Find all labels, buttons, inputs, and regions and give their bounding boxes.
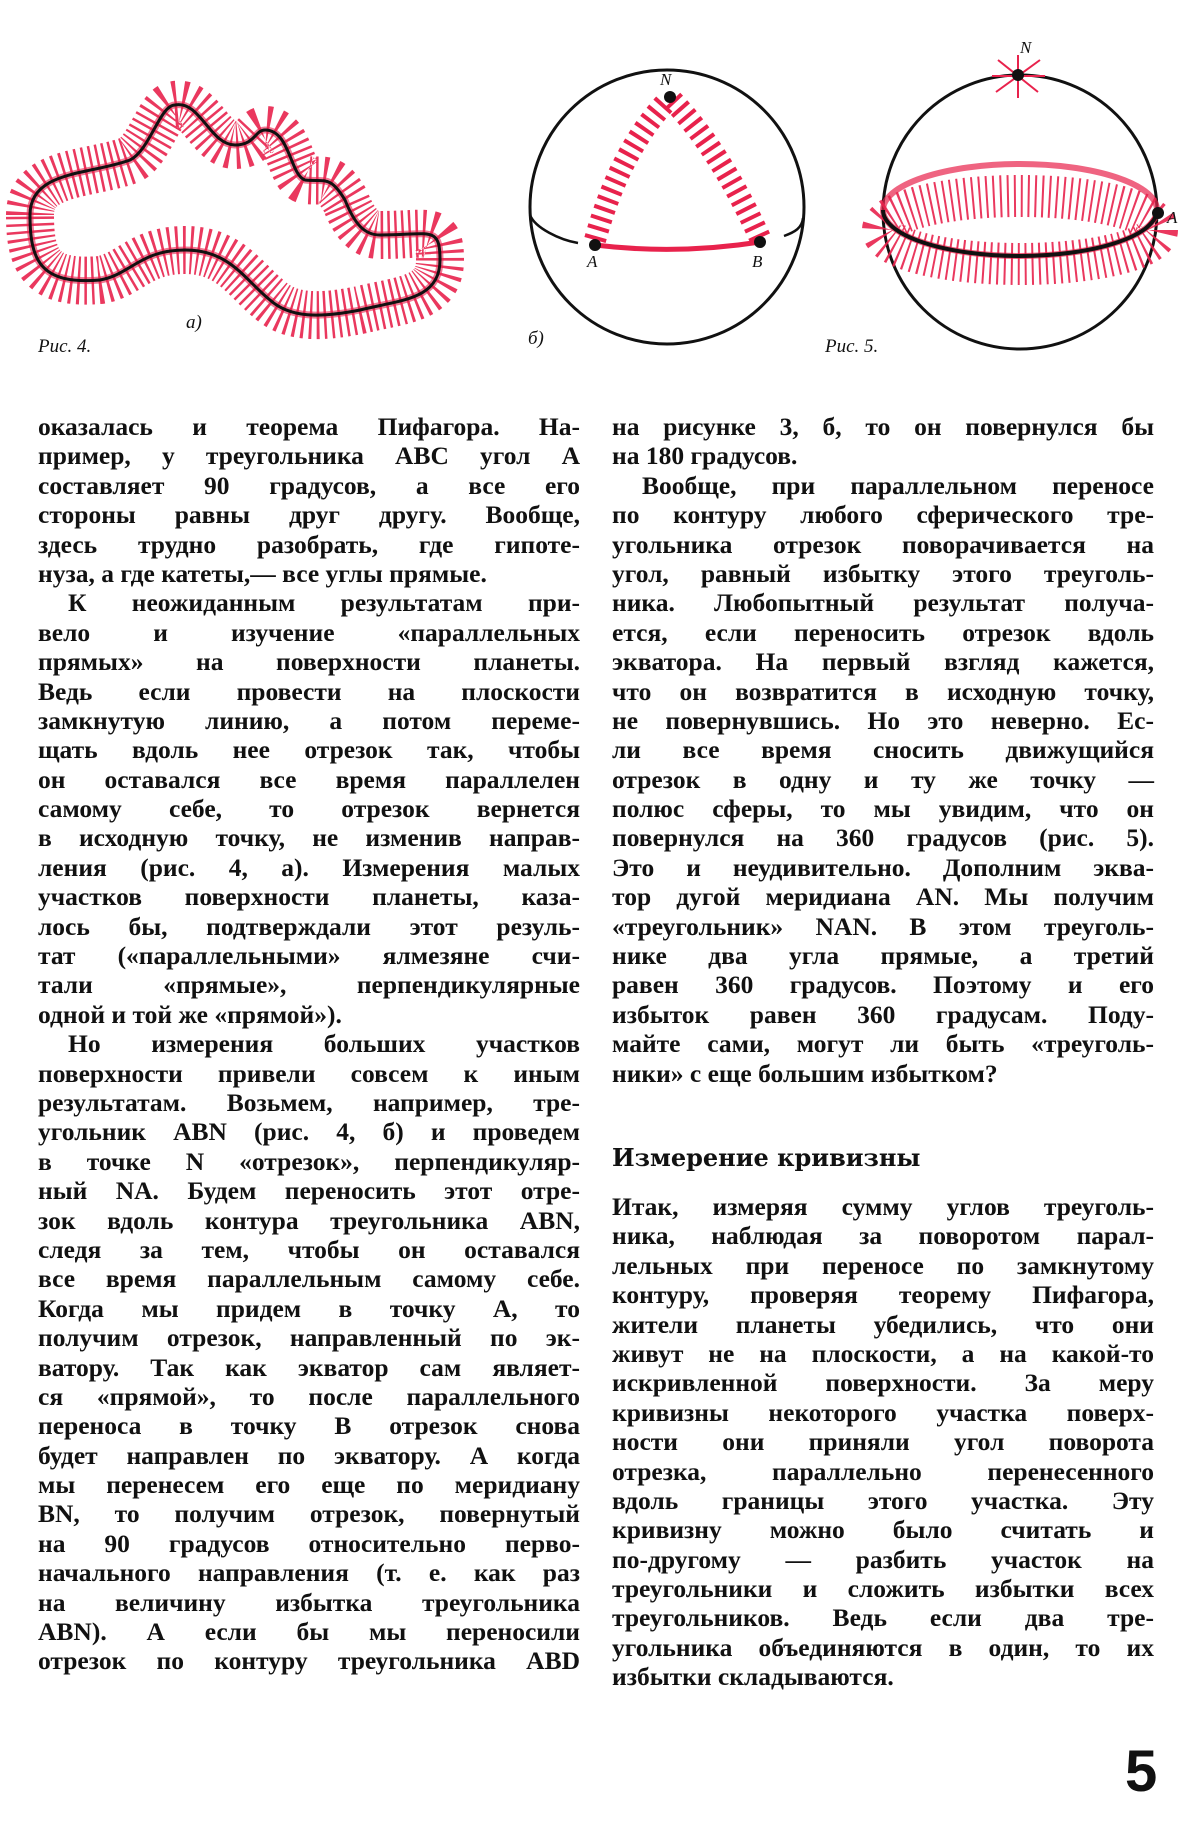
figure-4a-contour (30, 105, 440, 316)
text-line: все время параллельным самому себе. (38, 1264, 580, 1294)
text-line: вело и изучение «параллельных (38, 617, 580, 647)
text-line: ли все время сносить движущийся (612, 735, 1154, 765)
text-line: тор дугой меридиана AN. Мы получим (612, 882, 1154, 912)
text-line: полюс сферы, то мы увидим, что он (612, 794, 1154, 824)
text-line: ватору. Так как экватор сам являет- (38, 1352, 580, 1382)
text-line: оказалась и теорема Пифагора. На- (38, 412, 580, 441)
figure-4b-sphere (530, 70, 804, 344)
text-line: на 90 градусов относительно перво- (38, 1528, 580, 1558)
text-line: лось бы, подтверждали этот резуль- (38, 911, 580, 941)
text-line: угольника объединяются в один, то их (612, 1632, 1154, 1662)
page-number: 5 (1125, 1739, 1158, 1804)
text-line: здесь трудно разобрать, где гипоте- (38, 529, 580, 559)
text-line: в исходную точку, не изменив направ- (38, 823, 580, 853)
point-b-label: B (752, 252, 763, 271)
text-line: живут не на плоскости, а на какой-то (612, 1338, 1154, 1368)
point-a5-label: A (1167, 208, 1178, 227)
text-line: Это и неудивительно. Дополним эква- (612, 852, 1154, 882)
text-line: избытки складываются. (612, 1662, 894, 1692)
text-line: угол, равный избытку этого треуголь- (612, 558, 1154, 588)
point-n-label: N (660, 70, 672, 89)
text-line: ления (рис. 4, а). Измерения малых (38, 852, 580, 882)
text-line: зок вдоль контура треугольника ABN, (38, 1205, 580, 1235)
text-line: повернулся на 360 градусов (рис. 5). (612, 823, 1154, 853)
text-line: ности они приняли угол поворота (612, 1427, 1154, 1457)
text-line: на рисунке 3, б, то он повернулся бы (612, 412, 1154, 441)
figure-4a-label: а) (186, 312, 202, 333)
text-line: вдоль границы этого участка. Эту (612, 1485, 1154, 1515)
text-line: прямых» на поверхности планеты. (38, 647, 580, 677)
text-line: ся «прямой», то после параллельного (38, 1381, 580, 1411)
figure-4-caption: Рис. 4. (38, 336, 92, 357)
text-line: мы перенесем его еще по меридиану (38, 1470, 580, 1500)
text-line: составляет 90 градусов, а все его (38, 470, 580, 500)
text-line: Ведь если провести на плоскости (38, 676, 580, 706)
text-line: майте сами, могут ли быть «треуголь- (612, 1029, 1154, 1059)
text-line: треугольники и сложить избытки всех (612, 1574, 1154, 1604)
point-n5-marker (1012, 69, 1024, 81)
text-line: Итак, измеряя сумму углов треуголь- (612, 1192, 1154, 1221)
text-line: контуру, проверяя теорему Пифагора, (612, 1280, 1154, 1310)
text-line: ный NA. Будем переносить этот отре- (38, 1176, 580, 1206)
figure-4b-label: б) (528, 328, 544, 349)
text-line: Когда мы придем в точку A, то (38, 1293, 580, 1323)
point-a5-marker (1152, 207, 1164, 219)
left-text-column (38, 412, 580, 1676)
point-n-marker (664, 91, 676, 103)
text-line: избыток равен 360 градусам. Поду- (612, 999, 1154, 1029)
text-line: на величину избытка треугольника (38, 1587, 580, 1617)
text-line: отрезок по контуру треугольника ABD (38, 1646, 580, 1676)
text-line: отрезок в одну и ту же точку — (612, 764, 1154, 794)
text-line: ники» с еще большим избытком? (612, 1058, 998, 1088)
text-line: получим отрезок, направленный по эк- (38, 1323, 580, 1353)
text-line: лельных при переносе по замкнутому (612, 1250, 1154, 1280)
text-line: он оставался все время параллелен (38, 764, 580, 794)
text-line: ется, если переносить отрезок вдоль (612, 617, 1154, 647)
text-line: Вообще, при параллельном переносе (642, 470, 1154, 500)
text-line: результатам. Возьмем, например, тре- (38, 1087, 580, 1117)
text-line: тали «прямые», перпендикулярные (38, 970, 580, 1000)
point-a-label: A (587, 252, 598, 271)
figure-5-sphere (883, 55, 1164, 349)
text-line: искривленной поверхности. За меру (612, 1368, 1154, 1398)
text-line: BN, то получим отрезок, повернутый (38, 1499, 580, 1529)
text-line: тат («параллельными» ялмезяне счи- (38, 941, 580, 971)
text-line: не повернувшись. Но это неверно. Ес- (612, 705, 1154, 735)
text-line: следя за тем, чтобы он оставался (38, 1234, 580, 1264)
text-line: щать вдоль нее отрезок так, чтобы (38, 735, 580, 765)
text-line: экватора. На первый взгляд кажется, (612, 647, 1154, 677)
text-line: самому себе, то отрезок вернется (38, 794, 580, 824)
point-b-marker (754, 236, 766, 248)
point-n5-label: N (1020, 38, 1032, 57)
point-a-marker (589, 239, 601, 251)
text-line: одной и той же «прямой»). (38, 999, 342, 1029)
text-line: «треугольник» NAN. В этом треуголь- (612, 911, 1154, 941)
text-line: начального направления (т. е. как раз (38, 1558, 580, 1588)
text-line: по-другому — разбить участок на (612, 1544, 1154, 1574)
text-line: равен 360 градусов. Поэтому и его (612, 970, 1154, 1000)
text-line: ника, наблюдая за поворотом парал- (612, 1221, 1154, 1251)
right-text-column (612, 412, 1154, 1088)
text-line: будет направлен по экватору. А когда (38, 1440, 580, 1470)
text-line: на 180 градусов. (612, 441, 798, 471)
text-line: треугольников. Ведь если два тре- (612, 1603, 1154, 1633)
text-line: отрезка, параллельно перенесенного (612, 1456, 1154, 1486)
text-line: в точке N «отрезок», перпендикуляр- (38, 1146, 580, 1176)
text-line: участков поверхности планеты, каза- (38, 882, 580, 912)
text-line: кривизну можно было считать и (612, 1515, 1154, 1545)
text-line: К неожиданным результатам при- (68, 588, 580, 618)
text-line: что он возвратится в исходную точку, (612, 676, 1154, 706)
text-line: ABN). А если бы мы переносили (38, 1617, 580, 1647)
text-line: нуза, а где катеты,— все углы прямые. (38, 558, 487, 588)
section-text-column (612, 1192, 1154, 1692)
figure-5-caption: Рис. 5. (825, 336, 879, 357)
text-line: Но измерения больших участков (68, 1029, 580, 1059)
text-line: поверхности привели совсем к иным (38, 1058, 580, 1088)
text-line: кривизны некоторого участка поверх- (612, 1397, 1154, 1427)
text-line: жители планеты убедились, что они (612, 1309, 1154, 1339)
text-line: замкнутую линию, а потом переме- (38, 705, 580, 735)
text-line: по контуру любого сферического тре- (612, 500, 1154, 530)
text-line: переноса в точку B отрезок снова (38, 1411, 580, 1441)
text-line: ника. Любопытный результат получа- (612, 588, 1154, 618)
text-line: пример, у треугольника ABC угол A (38, 441, 580, 471)
text-line: угольник ABN (рис. 4, б) и проведем (38, 1117, 580, 1147)
text-line: нике два угла прямые, а третий (612, 941, 1154, 971)
text-line: стороны равны друг другу. Вообще, (38, 500, 580, 530)
text-line: угольника отрезок поворачивается на (612, 529, 1154, 559)
section-heading: Измерение кривизны (612, 1143, 921, 1172)
